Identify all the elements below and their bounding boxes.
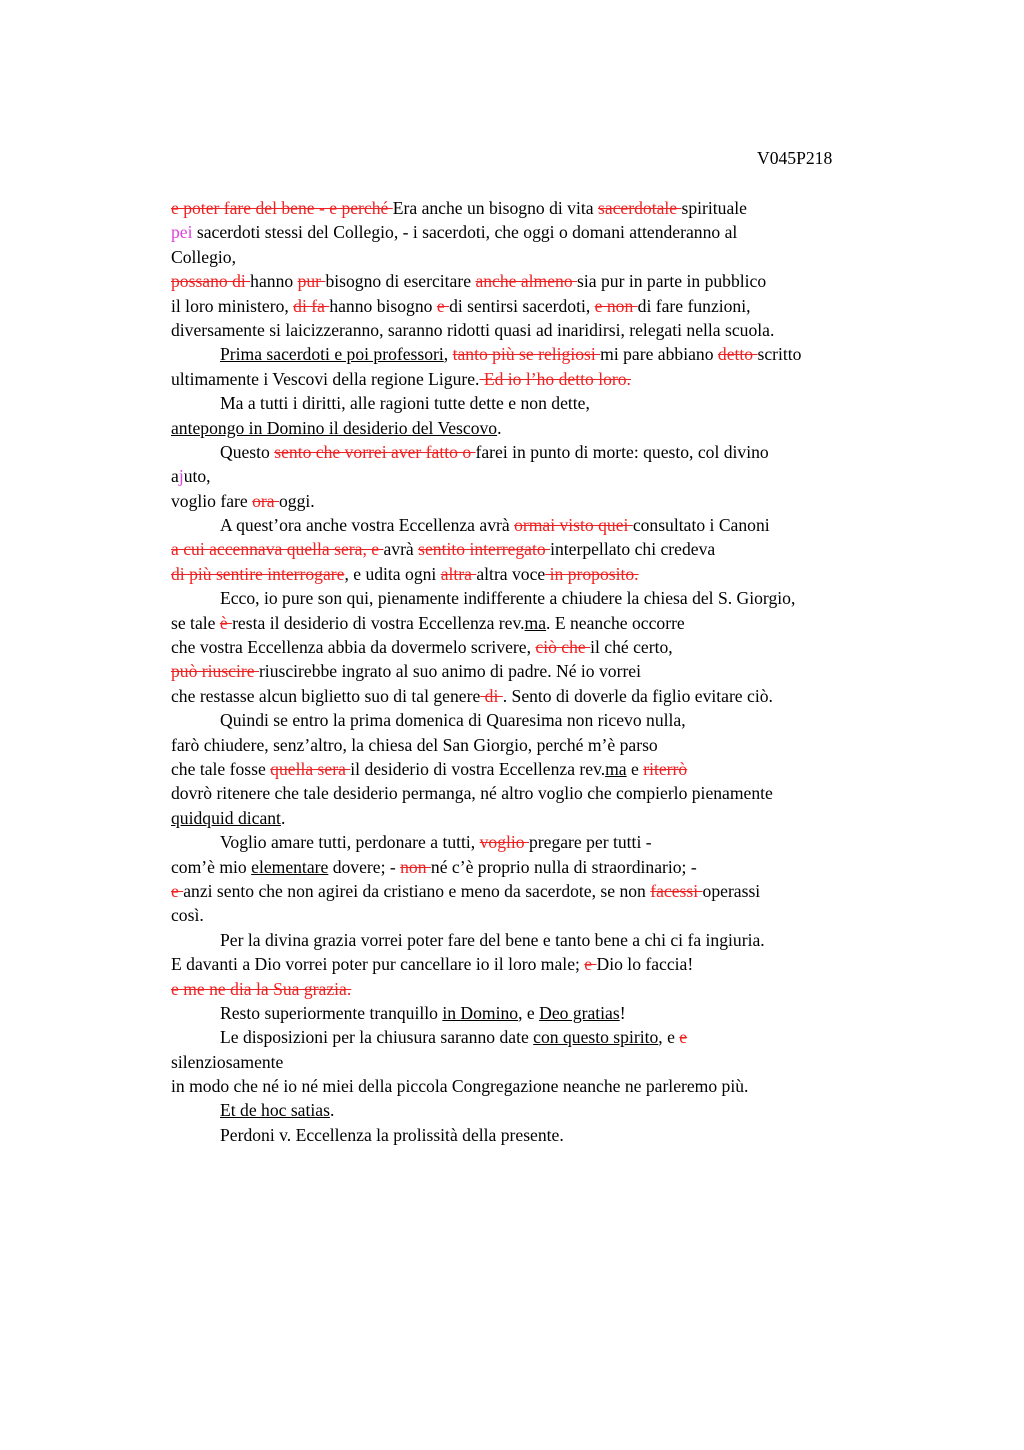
deleted-text: e poter fare del bene - e perché: [171, 198, 393, 218]
text-line: [171, 781, 931, 805]
text-line: [171, 952, 931, 976]
deleted-text: facessi: [650, 880, 703, 901]
text-segment: Questo: [220, 441, 275, 462]
text-segment: che tale fosse: [171, 758, 271, 779]
text-line: [171, 733, 931, 757]
text-line: [171, 1050, 931, 1074]
text-segment: Ma a tutti i diritti, alle ragioni tutte dette e non dette,: [220, 393, 590, 414]
deleted-text: tanto più se religiosi: [452, 344, 601, 365]
text-segment: voglio fare: [171, 490, 253, 511]
text-segment: che restasse alcun biglietto suo di tal genere: [171, 685, 481, 706]
underlined-text: ma: [605, 758, 627, 779]
deleted-text: voglio: [479, 832, 529, 853]
inserted-text: pei: [171, 222, 193, 243]
letter-body: [171, 196, 931, 1147]
text-segment: !: [619, 1002, 626, 1023]
text-segment: bisogno di esercitare: [325, 271, 476, 292]
text-segment: diversamente si laicizzeranno, saranno ridotti quasi ad inaridirsi, relegati nella scuola.: [171, 319, 775, 340]
text-segment: Ecco, io pure son qui, pienamente indifferente a chiudere la chiesa del S. Giorgio,: [220, 588, 796, 609]
text-segment: hanno: [250, 271, 298, 292]
text-segment: .: [329, 1100, 335, 1121]
text-line: [171, 220, 931, 244]
text-segment: che vostra Eccellenza abbia da dovermelo scrivere,: [171, 637, 536, 658]
deleted-text: in proposito.: [545, 563, 639, 584]
text-segment: il desiderio di vostra Eccellenza rev.: [350, 758, 606, 779]
deleted-text: anche almeno: [475, 271, 578, 292]
deleted-text: ormai visto quei: [514, 515, 633, 536]
text-line: [171, 1074, 931, 1098]
text-segment: sia pur in parte in pubblico: [577, 271, 767, 292]
text-segment: sacerdoti stessi del Collegio, - i sacerdoti, che oggi o domani attenderanno al: [192, 222, 738, 243]
text-line: [171, 1025, 931, 1049]
text-line: [171, 269, 931, 293]
text-line: [171, 611, 931, 635]
text-line: [171, 1001, 931, 1025]
text-segment: Voglio amare tutti, perdonare a tutti,: [220, 832, 480, 853]
text-line: [171, 489, 931, 513]
text-segment: farei in punto di morte: questo, col divino: [475, 441, 769, 462]
text-segment: ultimamente i Vescovi della regione Ligure.: [171, 368, 480, 389]
text-segment: E davanti a Dio vorrei poter pur cancellare io il loro male;: [171, 954, 585, 975]
deleted-text: a cui accennava quella sera, e: [171, 539, 384, 560]
deleted-text: quella sera: [270, 758, 351, 779]
text-segment: il ché certo,: [590, 637, 673, 658]
text-line: [171, 830, 931, 854]
deleted-text: sentito interregato: [418, 539, 551, 560]
text-segment: Dio lo faccia!: [596, 954, 694, 975]
text-segment: a: [171, 466, 179, 487]
text-segment: interpellato chi credeva: [550, 539, 716, 560]
text-line: [171, 635, 931, 659]
deleted-text: e: [679, 1027, 688, 1048]
text-segment: A quest’ora anche vostra Eccellenza avrà: [220, 515, 515, 536]
deleted-text: non: [400, 856, 431, 877]
text-segment: se tale: [171, 612, 220, 633]
text-segment: altra voce: [476, 563, 546, 584]
text-segment: né c’è proprio nulla di straordinario; -: [430, 856, 697, 877]
text-segment: . Sento di doverle da figlio evitare ciò.: [502, 685, 773, 706]
text-line: [171, 318, 931, 342]
text-segment: dovere; -: [328, 856, 401, 877]
text-segment: Quindi se entro la prima domenica di Quaresima non ricevo nulla,: [220, 710, 686, 731]
text-line: [171, 1123, 931, 1147]
deleted-text: e me ne dia la Sua grazia.: [171, 978, 352, 999]
text-segment: , e udita ogni: [344, 563, 441, 584]
text-segment: Per la divina grazia vorrei poter fare del bene e tanto bene a chi ci fa ingiuria.: [220, 929, 765, 950]
text-segment: di fare funzioni,: [637, 295, 751, 316]
text-segment: .: [280, 807, 286, 828]
text-line: [171, 757, 931, 781]
deleted-text: di più sentire interrogare: [171, 563, 345, 584]
text-line: [171, 464, 931, 488]
text-line: [171, 196, 931, 220]
text-segment: Resto superiormente tranquillo: [220, 1002, 443, 1023]
text-segment: oggi.: [278, 490, 315, 511]
text-line: [171, 977, 931, 1001]
text-segment: .: [497, 417, 502, 438]
text-line: [171, 562, 931, 586]
text-line: [171, 440, 931, 464]
deleted-text: riterrò: [643, 758, 688, 779]
text-segment: e: [626, 758, 644, 779]
text-line: [171, 806, 931, 830]
text-segment: ,: [443, 344, 453, 365]
text-segment: riuscirebbe ingrato al suo animo di padre. Né io vorrei: [258, 661, 642, 682]
text-line: [171, 586, 931, 610]
text-segment: hanno bisogno: [329, 295, 437, 316]
deleted-text: di fa: [293, 295, 330, 316]
text-segment: resta il desiderio di vostra Eccellenza rev.: [232, 612, 525, 633]
text-segment: spirituale: [681, 198, 747, 218]
text-line: [171, 416, 931, 440]
text-segment: operassi: [702, 880, 761, 901]
text-segment: uto,: [183, 466, 211, 487]
text-line: [171, 684, 931, 708]
deleted-text: e: [171, 880, 184, 901]
text-segment: com’è mio: [171, 856, 252, 877]
text-segment: Collegio,: [171, 246, 236, 267]
deleted-text: è: [219, 612, 233, 633]
text-segment: di sentirsi sacerdoti,: [449, 295, 595, 316]
text-segment: silenziosamente: [171, 1051, 284, 1072]
deleted-text: e: [436, 295, 450, 316]
text-line: [171, 294, 931, 318]
text-line: [171, 879, 931, 903]
deleted-text: possano di: [171, 271, 251, 292]
text-segment: scritto: [757, 344, 802, 365]
text-line: [171, 708, 931, 732]
text-line: [171, 1098, 931, 1122]
text-segment: , e: [658, 1027, 680, 1048]
page-identifier: V045P218: [757, 148, 833, 168]
underlined-text: antepongo in Domino il desiderio del Vescovo: [171, 417, 498, 438]
text-segment: dovrò ritenere che tale desiderio permanga, né altro voglio che compierlo pienamente: [171, 783, 773, 804]
text-segment: Era anche un bisogno di vita: [392, 198, 598, 218]
text-line: [171, 903, 931, 927]
text-segment: , e: [518, 1002, 540, 1023]
text-segment: Le disposizioni per la chiusura saranno date: [220, 1027, 534, 1048]
deleted-text: detto: [717, 344, 758, 365]
underlined-text: quidquid dicant: [171, 807, 281, 828]
text-line: [171, 245, 931, 269]
text-line: [171, 513, 931, 537]
text-line: [171, 855, 931, 879]
inserted-text: j: [178, 466, 184, 487]
deleted-text: di: [480, 685, 503, 706]
text-segment: avrà: [383, 539, 419, 560]
deleted-text: sento che vorrei aver fatto o: [274, 441, 476, 462]
deleted-text: Ed io l’ho detto loro.: [479, 368, 631, 389]
underlined-text: in Domino: [442, 1002, 519, 1023]
text-segment: in modo che né io né miei della piccola Congregazione neanche ne parleremo più.: [171, 1076, 749, 1097]
text-segment: pregare per tutti -: [528, 832, 652, 853]
underlined-text: ma: [524, 612, 547, 633]
deleted-text: pur: [297, 271, 326, 292]
text-line: [171, 391, 931, 415]
text-line: [171, 659, 931, 683]
text-segment: Perdoni v. Eccellenza la prolissità della presente.: [220, 1124, 564, 1145]
deleted-text: può riuscire: [171, 661, 259, 682]
text-line: [171, 928, 931, 952]
text-segment: consultato i Canoni: [632, 515, 770, 536]
text-segment: . E neanche occorre: [546, 612, 685, 633]
underlined-text: Prima sacerdoti e poi professori: [220, 344, 444, 365]
text-line: [171, 342, 931, 366]
deleted-text: e: [584, 954, 597, 975]
text-segment: farò chiudere, senz’altro, la chiesa del San Giorgio, perché m’è parso: [171, 734, 658, 755]
text-segment: anzi sento che non agirei da cristiano e meno da sacerdote, se non: [183, 880, 651, 901]
deleted-text: ora: [252, 490, 279, 511]
text-segment: così.: [171, 905, 204, 926]
text-segment: il loro ministero,: [171, 295, 294, 316]
underlined-text: elementare: [251, 856, 329, 877]
underlined-text: Et de hoc satias: [220, 1100, 330, 1121]
deleted-text: ciò che: [535, 637, 591, 658]
text-line: [171, 367, 931, 391]
deleted-text: sacerdotale: [597, 198, 682, 218]
underlined-text: con questo spirito: [533, 1027, 659, 1048]
text-line: [171, 537, 931, 561]
deleted-text: e non: [594, 295, 638, 316]
deleted-text: altra: [440, 563, 477, 584]
underlined-text: Deo gratias: [539, 1002, 620, 1023]
text-segment: mi pare abbiano: [600, 344, 718, 365]
